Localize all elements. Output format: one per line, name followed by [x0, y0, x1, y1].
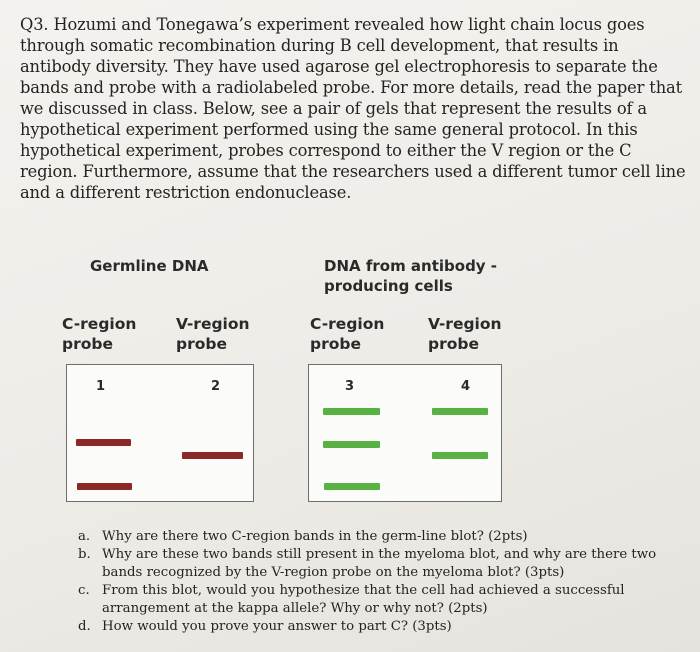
lane2-band: [182, 452, 243, 459]
sub-question-text: Why are these two bands still present in the myeloma blot, and why are there two bands recognized by the V-region probe on the myeloma blot? (3pts): [102, 547, 657, 580]
probe-label-line: probe: [176, 335, 227, 353]
sub-question-marker: a.: [78, 529, 91, 544]
lane4-band-lower: [432, 452, 488, 459]
probe-label-line: probe: [310, 335, 361, 353]
sub-question-text: Why are there two C-region bands in the germ-line blot? (2pts): [102, 529, 528, 544]
probe-label-lane4: [428, 314, 502, 354]
antibody-gel-title: [324, 256, 497, 296]
probe-label-line: probe: [428, 335, 479, 353]
probe-label-line: C-region: [310, 315, 385, 333]
lane-number-4: 4: [461, 379, 471, 394]
sub-question-c: [78, 582, 688, 618]
sub-question-text: From this blot, would you hypothesize that the cell had achieved a successful arrangement at the kappa allele? Why or why not? (2pts): [102, 583, 625, 616]
lane3-band-top: [323, 408, 380, 415]
lane1-band-upper: [76, 439, 131, 446]
sub-question-d: [78, 618, 688, 636]
germline-gel: [66, 364, 254, 502]
sub-question-marker: d.: [78, 619, 91, 634]
lane-number-2: 2: [211, 379, 221, 394]
probe-label-lane1: [62, 314, 136, 354]
germline-gel-title: Germline DNA: [90, 257, 209, 275]
lane3-band-middle: [323, 441, 380, 448]
sub-question-text: How would you prove your answer to part C? (3pts): [102, 619, 452, 634]
lane4-band-upper: [432, 408, 488, 415]
lane3-band-bottom: [324, 483, 380, 490]
antibody-gel-title-line2: producing cells: [324, 277, 453, 295]
sub-question-b: [78, 546, 688, 582]
probe-label-line: V-region: [428, 315, 502, 333]
probe-label-line: probe: [62, 335, 113, 353]
antibody-gel: [308, 364, 502, 502]
sub-question-marker: b.: [78, 547, 91, 562]
lane-number-3: 3: [345, 379, 355, 394]
probe-label-lane2: [176, 314, 250, 354]
probe-label-lane3: [310, 314, 384, 354]
sub-question-marker: c.: [78, 583, 90, 598]
sub-question-list: [78, 528, 688, 636]
probe-label-line: C-region: [62, 315, 137, 333]
lane1-band-lower: [77, 483, 132, 490]
question-text: Q3. Hozumi and Tonegawa’s experiment revealed how light chain locus goes through somatic recombination during B cell development, that results in antibody diversity. They have used agarose gel electrophoresis to separate the bands and probe with a radiolabeled probe. For more details, read the paper that we discussed in class. Below, see a pair of gels that represent the results of a hypothetical experiment performed using the same general protocol. In this hypothetical experiment, probes correspond to either the V region or the C region. Furthermore, assume that the researchers used a different tumor cell line and a different restriction endonuclease.: [20, 15, 686, 202]
sub-question-a: [78, 528, 688, 546]
lane-number-1: 1: [96, 379, 106, 394]
probe-label-line: V-region: [176, 315, 250, 333]
antibody-gel-title-line1: DNA from antibody -: [324, 257, 498, 275]
